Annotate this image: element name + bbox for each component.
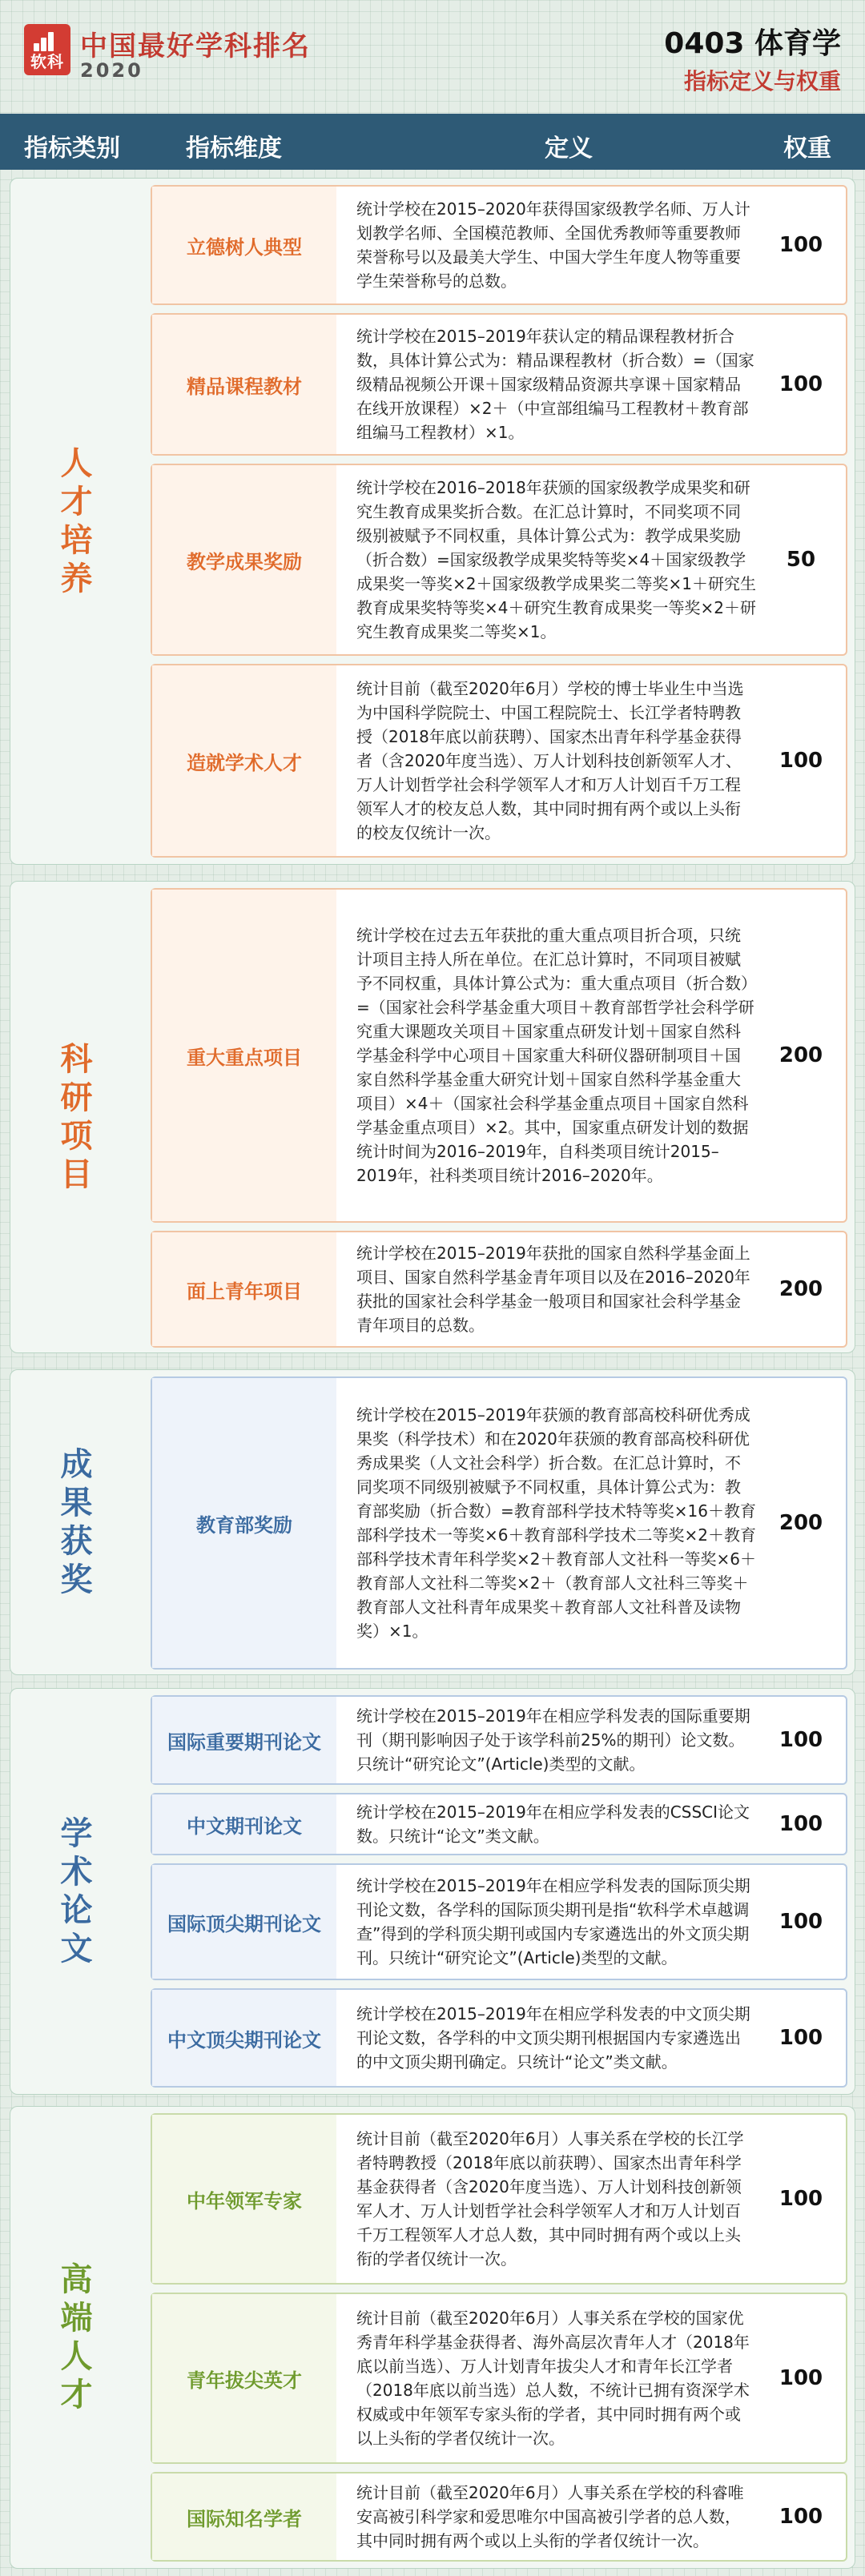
table-row: [151, 1376, 847, 1670]
table-row: [151, 464, 847, 656]
weight-value: 200: [778, 1277, 823, 1301]
category-label: 人 才 培 养: [60, 445, 93, 597]
table-row: [151, 2113, 847, 2285]
section-top-talent: [10, 2106, 855, 2569]
section-awards: [10, 1369, 855, 1675]
weight-value: 200: [778, 1043, 823, 1067]
dimension-label: 国际顶尖期刊论文: [152, 1865, 336, 1979]
weight-value: 100: [778, 1728, 823, 1752]
weight-value: 200: [778, 1511, 823, 1535]
weight-value: 100: [778, 2366, 823, 2390]
table-row: [151, 1863, 847, 1980]
table-row: [151, 664, 847, 858]
dimension-label: 精品课程教材: [152, 315, 336, 454]
table-row: [151, 1793, 847, 1855]
definition-text: 统计学校在2015–2019年在相应学科发表的国际重要期刊（期刊影响因子处于该学科前25%的期刊）论文数。只统计“研究论文”(Article)类型的文献。: [356, 1706, 750, 1774]
weight-value: 100: [778, 2187, 823, 2211]
definition-text: 统计学校在2015–2019年获批的国家自然科学基金面上项目、国家自然科学基金青年项目以及在2016–2020年获批的国家社会科学基金一般项目和国家社会科学基金青年项目的总数。: [356, 1244, 750, 1335]
definition-text: 统计学校在2015–2019年在相应学科发表的CSSCI论文数。只统计“论文”类文献。: [356, 1802, 750, 1846]
category-label: 学 术 论 文: [60, 1815, 93, 1967]
bar-chart-icon: [34, 30, 61, 51]
weight-value: 100: [778, 372, 823, 396]
weight-value: 50: [786, 548, 816, 572]
dimension-label: 中年领军专家: [152, 2115, 336, 2283]
category-label: 高 端 人 才: [60, 2261, 93, 2413]
dimension-label: 造就学术人才: [152, 665, 336, 856]
dimension-label: 中文期刊论文: [152, 1794, 336, 1854]
weight-value: 100: [778, 2026, 823, 2050]
brand-year: 2020: [80, 59, 143, 82]
section-academic-papers: [10, 1688, 855, 2095]
dimension-label: 国际知名学者: [152, 2474, 336, 2560]
table-header: [0, 114, 865, 170]
definition-text: 统计学校在2015–2020年获得国家级教学名师、万人计划教学名师、全国模范教师、全国优秀教师等重要教师荣誉称号以及最美大学生、中国大学生年度人物等重要学生荣誉称号的总数。: [356, 199, 750, 291]
column-header-category: 指标类别: [24, 135, 120, 163]
table-row: [151, 2293, 847, 2464]
definition-text: 统计学校在2016–2018年获颁的国家级教学成果奖和研究生教育成果奖折合数。在汇总计算时，不同奖项不同级别被赋予不同权重，具体计算公式为：教学成果奖励（折合数）=国家级教学成果奖特等奖×4＋国家级教学成果奖一等奖×2＋国家级教学成果奖二等奖×1＋研究生教育成果奖特等奖×4＋研究生教育成果奖一等奖×2＋研究生教育成果奖二等奖×1。: [356, 478, 756, 641]
definition-text: 统计学校在2015–2019年获认定的精品课程教材折合数，具体计算公式为：精品课程教材（折合数）=（国家级精品视频公开课＋国家级精品资源共享课＋国家精品在线开放课程）×2＋（中宣部组编马工程教材＋教育部组编马工程教材）×1。: [356, 327, 754, 442]
dimension-label: 青年拔尖英才: [152, 2294, 336, 2462]
definition-text: 统计学校在2015–2019年获颁的教育部高校科研优秀成果奖（科学技术）和在2020年获颁的教育部高校科研优秀成果奖（人文社会科学）折合数。在汇总计算时，不同奖项不同级别被赋予不同权重，具体计算公式为：教育部奖励（折合数）=教育部科学技术特等奖×16＋教育部科学技术一等奖×6＋教育部科学技术二等奖×2＋教育部科学技术青年科学奖×2＋教育部人文社科一等奖×6＋教育部人文社科二等奖×2＋（教育部人文社科三等奖＋教育部人文社科青年成果奖＋教育部人文社科普及读物奖）×1。: [356, 1405, 756, 1641]
dimension-label: 教学成果奖励: [152, 465, 336, 654]
definition-text: 统计学校在过去五年获批的重大重点项目折合项，只统计项目主持人所在单位。在汇总计算时，不同项目被赋予不同权重，具体计算公式为：重大重点项目（折合数）=（国家社会科学基金重大项目＋教育部哲学社会科学研究重大课题攻关项目＋国家重点研发计划＋国家自然科学基金科学中心项目＋国家重大科研仪器研制项目＋国家自然科学基金重大研究计划＋国家自然科学基金重大项目）×4＋（国家社会科学基金重点项目＋国家自然科学基金重点项目）×2。其中，国家重点研发计划的数据统计时间为2016–2019年，自科类项目统计2015–2019年，社科类项目统计2016–2020年。: [356, 926, 754, 1185]
page-header: [0, 0, 865, 112]
table-row: [151, 313, 847, 456]
column-header-weight: 权重: [783, 135, 831, 163]
table-row: [151, 2472, 847, 2562]
dimension-label: 立德树人典型: [152, 187, 336, 303]
definition-text: 统计学校在2015–2019年在相应学科发表的中文顶尖期刊论文数，各学科的中文顶尖期刊根据国内专家遴选出的中文顶尖期刊确定。只统计“论文”类文献。: [356, 2004, 750, 2072]
table-row: [151, 888, 847, 1223]
column-header-definition: 定义: [545, 135, 593, 163]
weight-value: 100: [778, 2505, 823, 2529]
dimension-label: 国际重要期刊论文: [152, 1697, 336, 1783]
section-research-projects: [10, 881, 855, 1353]
definition-text: 统计目前（截至2020年6月）学校的博士毕业生中当选为中国科学院院士、中国工程院院士、长江学者特聘教授（2018年底以前获聘）、国家杰出青年科学基金获得者（含2020年度当选）、万人计划科技创新领军人才、万人计划哲学社会科学领军人才和万人计划百千万工程领军人才的校友总人数，其中同时拥有两个或以上头衔的校友仅统计一次。: [356, 679, 744, 842]
weight-value: 100: [778, 1812, 823, 1836]
dimension-label: 中文顶尖期刊论文: [152, 1990, 336, 2086]
dimension-label: 教育部奖励: [152, 1378, 336, 1668]
table-row: [151, 1988, 847, 2088]
section-talent-training: [10, 178, 855, 865]
weight-value: 100: [778, 233, 823, 257]
definition-text: 统计目前（截至2020年6月）人事关系在学校的国家优秀青年科学基金获得者、海外高层次青年人才（2018年底以前当选）、万人计划青年拔尖人才和青年长江学者（2018年底以前当选）总人数，不统计已拥有资深学术权威或中年领军专家头衔的学者，其中同时拥有两个或以上头衔的学者仅统计一次。: [356, 2309, 750, 2448]
category-label: 成 果 获 奖: [60, 1446, 93, 1598]
dimension-label: 重大重点项目: [152, 890, 336, 1221]
definition-text: 统计目前（截至2020年6月）人事关系在学校的科睿唯安高被引科学家和爱思唯尔中国高被引学者的总人数，其中同时拥有两个或以上头衔的学者仅统计一次。: [356, 2483, 744, 2550]
logo-text: 软科: [30, 52, 64, 71]
subject-subtitle: 指标定义与权重: [683, 68, 841, 94]
dimension-label: 面上青年项目: [152, 1232, 336, 1346]
table-row: [151, 185, 847, 305]
shanghairanking-logo: [24, 24, 70, 75]
category-label: 科 研 项 目: [60, 1041, 93, 1193]
column-header-dimension: 指标维度: [186, 135, 282, 163]
definition-text: 统计学校在2015–2019年在相应学科发表的国际顶尖期刊论文数，各学科的国际顶尖期刊是指“软科学术卓越调查”得到的学科顶尖期刊或国内专家遴选出的外文顶尖期刊。只统计“研究论文”(Article)类型的文献。: [356, 1876, 750, 1967]
weight-value: 100: [778, 1910, 823, 1934]
weight-value: 100: [778, 749, 823, 773]
table-row: [151, 1231, 847, 1348]
table-row: [151, 1695, 847, 1785]
brand-title: 中国最好学科排名: [80, 30, 311, 62]
subject-title: 0403 体育学: [664, 27, 841, 60]
definition-text: 统计目前（截至2020年6月）人事关系在学校的长江学者特聘教授（2018年底以前获聘）、国家杰出青年科学基金获得者（含2020年度当选）、万人计划科技创新领军人才、万人计划哲学社会科学领军人才和万人计划百千万工程领军人才总人数，其中同时拥有两个或以上头衔的学者仅统计一次。: [356, 2129, 744, 2269]
